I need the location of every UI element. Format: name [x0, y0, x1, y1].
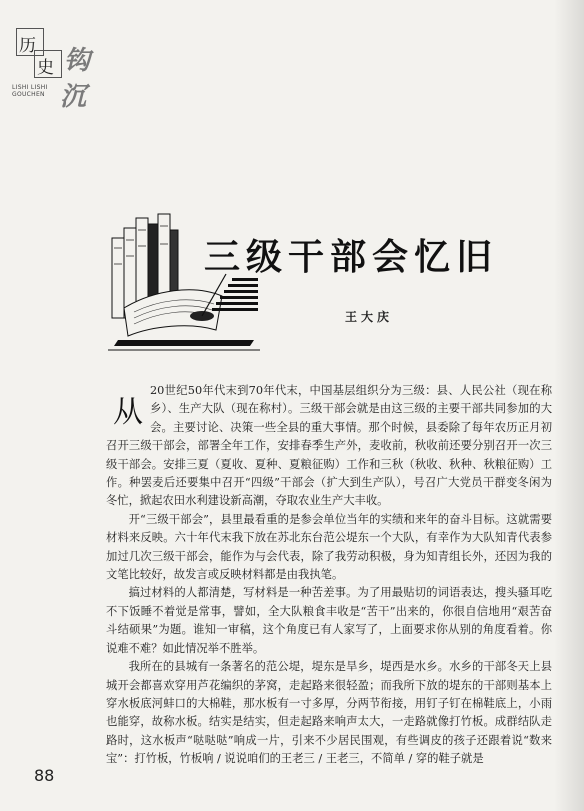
column-pinyin-line1: LISHI LISHI: [12, 84, 48, 91]
drop-cap: 从: [113, 395, 143, 430]
column-calligraphy-1: 钩: [64, 46, 91, 76]
column-calligraphy-2: 沉: [60, 82, 87, 112]
paragraph-2: 开“三级干部会”，县里最看重的是参会单位当年的实绩和来年的奋斗目标。这就需要材料来反映。六十年代末我下放在苏北东台范公堤东一个大队，有幸作为大队知青代表参加过几次三级干部会，能作为与会代表，除了我劳动积极，身为知青组长外，还因为我的文笔比较好，故发言或反映材料都是由我执笔。: [106, 512, 552, 582]
column-char-li: 历: [19, 36, 36, 56]
column-pinyin: [12, 84, 48, 98]
column-mark: [8, 28, 108, 118]
paragraph-4: 我所在的县城有一条著名的范公堤，堤东是旱乡，堤西是水乡。水乡的干部冬天上县城开会都喜欢穿用芦花编织的茅窝，走起路来很轻盈；而我所下放的堤东的干部则基本上穿水板底河蚌口的大棉鞋，那水板有一寸多厚，分两节衔接，用钉子钉在棉鞋底上，小雨也能穿，故称水板。结实是结实，但走起路来响声太大，一走路就像打竹板。成群结队走路时，这水板声“哒哒哒”响成一片，引来不少居民围观，有些调皮的孩子还跟着说“数来宝”：打竹板，竹板响 / 说说咱们的王老三 / 王老三，不简单 / 穿的鞋子就是: [106, 660, 552, 766]
column-char-shi: 史: [37, 58, 54, 78]
page-edge-shadow: [554, 0, 584, 811]
article-body: [106, 382, 552, 769]
column-pinyin-line2: GOUCHEN: [12, 91, 45, 98]
paragraph-1: 20世纪50年代末到70年代末，中国基层组织分为三级：县、人民公社（现在称乡）、生产大队（现在称村）。三级干部会就是由这三级的主要干部共同参加的大会。主要讨论、决策一些全县的重大事情。那个时候，县委除了每年农历正月初召开三级干部会，部署全年工作，安排春季生产外，麦收前，秋收前还要分别召开一次三级干部会。安排三夏（夏收、夏种、夏粮征购）工作和三秋（秋收、秋种、秋粮征购）工作。种罢麦后还要集中召开“四级”干部会（扩大到生产队），号召广大党员干群变冬闲为冬忙，掀起农田水利建设新高潮，夺取农业生产大丰收。: [106, 384, 552, 508]
paragraph-3: 搞过材料的人都清楚，写材料是一种苦差事。为了用最贴切的词语表达，搜头骚耳吃不下饭睡不着觉是常事，譬如，全大队粮食丰收是“苦干”出来的，你很自信地用“艰苦奋斗结硕果”为题。谁知一审稿，这个角度已有人家写了，上面要求你从别的角度看着。你说难不难？如此情况举不胜举。: [106, 586, 552, 655]
page-number: 88: [34, 766, 55, 785]
article-author: 王大庆: [345, 310, 394, 324]
article-title: 三级干部会忆旧: [204, 237, 499, 278]
